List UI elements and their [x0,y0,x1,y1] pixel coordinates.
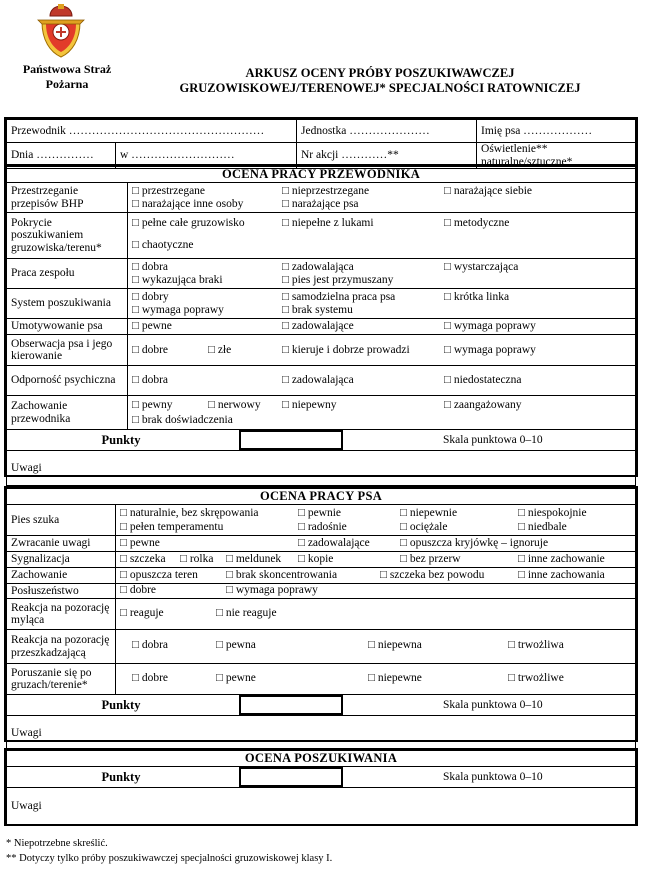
option-checkbox[interactable]: □ niedbale [518,521,567,533]
options-group [132,183,631,212]
points-scale: Skala punktowa 0–10 [443,433,543,446]
option-checkbox[interactable]: □ naturalnie, bez skrępowania [120,507,259,519]
option-checkbox[interactable]: □ zadowalające [298,537,370,549]
row-label: Posłuszeństwo [7,584,116,599]
points-input[interactable] [239,430,343,450]
document-title [130,66,630,96]
option-checkbox[interactable]: □ dobre [120,584,157,596]
option-checkbox[interactable]: □ metodyczne [444,217,510,229]
option-checkbox[interactable]: □ brak skoncentrowania [226,569,338,581]
przewodnik-field[interactable]: Przewodnik …………………………………………… [7,120,297,143]
option-checkbox[interactable]: □ wymaga poprawy [132,304,224,316]
option-checkbox[interactable]: □ zadowalające [282,320,354,332]
row-label: Odporność psychiczna [7,366,128,396]
points-label: Punkty [101,769,141,784]
option-checkbox[interactable]: □ szczeka [120,553,166,565]
info-box [4,117,638,167]
jednostka-field[interactable]: Jednostka ………………… [297,120,477,143]
option-checkbox[interactable]: □ nerwowy [208,399,261,411]
option-checkbox[interactable]: □ samodzielna praca psa [282,291,396,303]
option-checkbox[interactable]: □ dobra [132,261,169,273]
option-checkbox[interactable]: □ pełne całe gruzowisko [132,217,245,229]
row-label: Umotywowanie psa [7,319,128,335]
option-checkbox[interactable]: □ brak systemu [282,304,353,316]
row-label: Reakcja na pozorację przeszkadzającą [7,630,116,664]
row-label: Poruszanie się po gruzach/terenie* [7,664,116,695]
nr-akcji-field[interactable]: Nr akcji …………** [297,143,477,169]
option-checkbox[interactable]: □ trwożliwe [508,672,564,684]
option-checkbox[interactable]: □ reaguje [120,607,164,619]
w-field[interactable]: w ……………………… [120,149,235,162]
option-checkbox[interactable]: □ pewna [216,639,256,651]
option-checkbox[interactable]: □ opuszcza teren [120,569,198,581]
option-checkbox[interactable]: □ zaangażowany [444,399,522,411]
title-line-2: GRUZOWISKOWEJ/TERENOWEJ* SPECJALNOŚCI RATOWNICZEJ [179,81,581,95]
option-checkbox[interactable]: □ krótka linka [444,291,510,303]
option-checkbox[interactable]: □ wykazująca braki [132,274,223,286]
row-label: Zachowanie przewodnika [7,396,128,430]
option-checkbox[interactable]: □ dobra [132,374,169,386]
option-checkbox[interactable]: □ niedostateczna [444,374,522,386]
section-przewodnik [4,164,638,477]
points-label: Punkty [101,697,141,712]
option-checkbox[interactable]: □ przestrzegane [132,185,206,197]
row-label: Przestrzeganie przepisów BHP [7,183,128,213]
option-checkbox[interactable]: □ dobre [132,344,169,356]
option-checkbox[interactable]: □ zadowalająca [282,261,354,273]
option-checkbox[interactable]: □ pewny [132,399,173,411]
option-checkbox[interactable]: □ opuszcza kryjówkę – ignoruje [400,537,549,549]
row-label: Pies szuka [7,505,116,536]
row-label: Sygnalizacja [7,552,116,568]
points-scale: Skala punktowa 0–10 [443,770,543,783]
section-title: OCENA PRACY PSA [7,489,636,505]
section-pies [4,486,638,742]
org-line-2: Pożarna [45,77,89,91]
option-checkbox[interactable]: □ nie reaguje [216,607,277,619]
uwagi-field[interactable]: Uwagi [7,716,636,751]
option-checkbox[interactable]: □ rolka [180,553,214,565]
option-checkbox[interactable]: □ zadowalająca [282,374,354,386]
option-checkbox[interactable]: □ dobry [132,291,169,303]
row-label: System poszukiwania [7,289,128,319]
footnote-1: * Niepotrzebne skreślić. [6,838,108,849]
uwagi-field[interactable]: Uwagi [7,451,636,486]
option-checkbox[interactable]: □ radośnie [298,521,347,533]
option-checkbox[interactable]: □ wystarczająca [444,261,519,273]
option-checkbox[interactable]: □ pełen temperamentu [120,521,224,533]
title-line-1: ARKUSZ OCENY PRÓBY POSZUKIWAWCZEJ [245,66,515,80]
option-checkbox[interactable]: □ szczeka bez powodu [380,569,485,581]
option-checkbox[interactable]: □ pies jest przymuszany [282,274,394,286]
option-checkbox[interactable]: □ meldunek [226,553,282,565]
fire-service-emblem-icon [36,4,86,58]
option-checkbox[interactable]: □ pewnie [298,507,342,519]
org-line-1: Państwowa Straż [22,62,112,76]
option-checkbox[interactable]: □ trwożliwa [508,639,564,651]
option-checkbox[interactable]: □ chaotyczne [132,239,194,251]
section-title: OCENA POSZUKIWANIA [7,751,636,767]
points-input[interactable] [239,767,343,787]
option-checkbox[interactable]: □ niespokojnie [518,507,587,519]
row-label: Reakcja na pozorację myląca [7,599,116,630]
option-checkbox[interactable]: □ pewne [132,320,172,332]
section-poszukiwanie [4,748,638,826]
option-checkbox[interactable]: □ inne zachowanie [518,553,605,565]
option-checkbox[interactable]: □ niepełne z lukami [282,217,374,229]
option-checkbox[interactable]: □ kieruje i dobrze prowadzi [282,344,410,356]
section-title: OCENA PRACY PRZEWODNIKA [7,167,636,183]
imie-psa-field[interactable]: Imię psa ……………… [477,120,636,143]
option-checkbox[interactable]: □ inne zachowania [518,569,605,581]
option-checkbox[interactable]: □ dobra [132,639,169,651]
oswietlenie-field[interactable]: Oświetlenie** naturalne/sztuczne* [477,143,636,169]
option-checkbox[interactable]: □ narażające inne osoby [132,198,244,210]
option-checkbox[interactable]: □ pewne [120,537,160,549]
option-checkbox[interactable]: □ niepewne [368,672,422,684]
row-label: Zachowanie [7,568,116,584]
option-checkbox[interactable]: □ niepewny [282,399,337,411]
option-checkbox[interactable]: □ niepewnie [400,507,458,519]
row-label: Obserwacja psa i jego kierowanie [7,335,128,366]
option-checkbox[interactable]: □ brak doświadczenia [132,414,233,426]
row-label: Praca zespołu [7,259,128,289]
option-checkbox[interactable]: □ narażające siebie [444,185,533,197]
row-label: Zwracanie uwagi [7,536,116,552]
option-checkbox[interactable]: □ narażające psa [282,198,359,210]
option-checkbox[interactable]: □ dobre [132,672,169,684]
uwagi-field[interactable]: Uwagi [7,788,636,825]
option-checkbox[interactable]: □ kopie [298,553,334,565]
row-label: Pokrycie poszukiwaniem gruzowiska/terenu* [7,213,128,259]
points-scale: Skala punktowa 0–10 [443,698,543,711]
option-checkbox[interactable]: □ wymaga poprawy [444,344,536,356]
organization-name [8,62,126,92]
option-checkbox[interactable]: □ pewne [216,672,256,684]
option-checkbox[interactable]: □ wymaga poprawy [226,584,318,596]
points-input[interactable] [239,695,343,715]
option-checkbox[interactable]: □ wymaga poprawy [444,320,536,332]
footnote-2: ** Dotyczy tylko próby poszukiwawczej specjalności gruzowiskowej klasy I. [6,853,333,864]
dnia-field[interactable]: Dnia …………… [7,143,116,168]
option-checkbox[interactable]: □ złe [208,344,232,356]
option-checkbox[interactable]: □ niepewna [368,639,422,651]
option-checkbox[interactable]: □ nieprzestrzegane [282,185,370,197]
option-checkbox[interactable]: □ ociężale [400,521,448,533]
option-checkbox[interactable]: □ bez przerw [400,553,461,565]
points-label: Punkty [101,432,141,447]
